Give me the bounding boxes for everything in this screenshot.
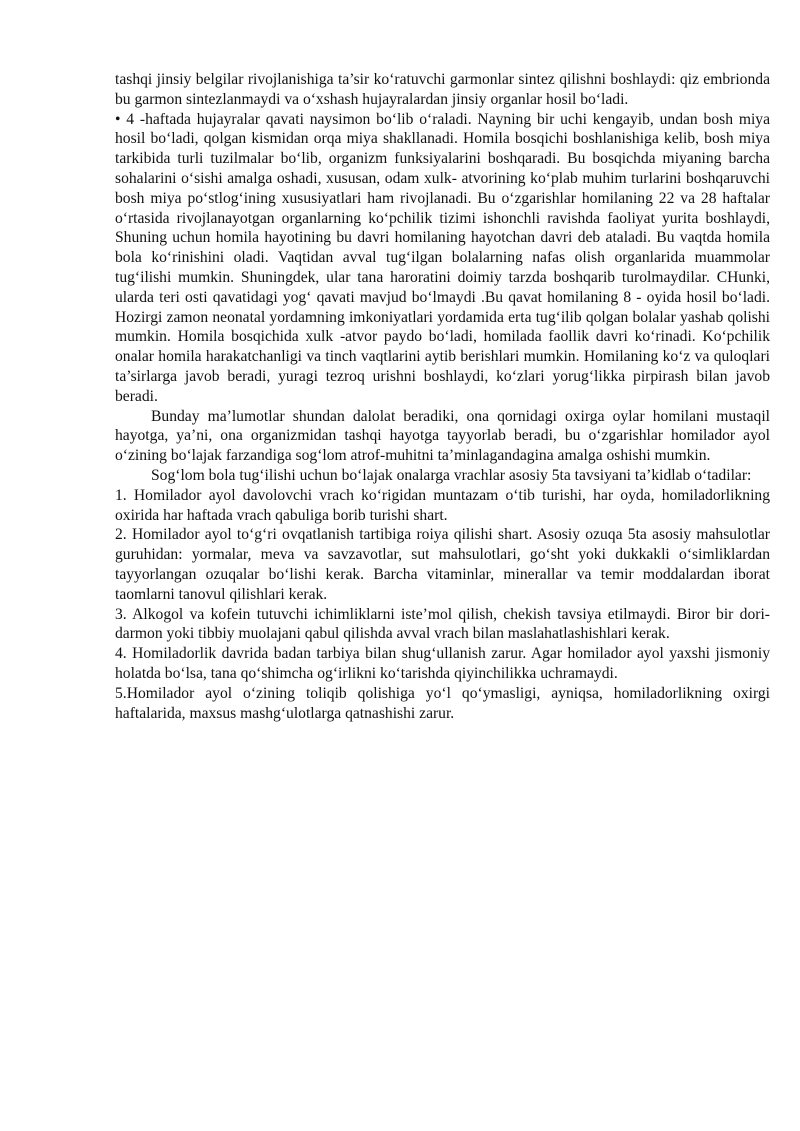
paragraph-conclusion: Bunday ma’lumotlar shundan dalolat beradiki, ona qornidagi oxirga oylar homilani mustaqil hayotga, ya’ni, ona organizmidan tashqi hayotga tayyorlab beradi, bu o‘zgarishlar homilador ayol o‘zining bo‘lajak farzandiga sog‘lom atrof-muhitni ta’minlagandagina amalga oshishi mumkin.: [115, 407, 770, 465]
paragraph-continuation: tashqi jinsiy belgilar rivojlanishiga ta’sir ko‘ratuvchi garmonlar sintez qilishni boshlaydi: qiz embrionda bu garmon sintezlanmaydi va o‘xshash hujayralardan jinsiy organlar hosil bo‘ladi.: [115, 71, 770, 108]
list-item-recommendation-5: 5.Homilador ayol o‘zining toliqib qolishiga yo‘l qo‘ymasligi, ayniqsa, homiladorlikning oxirgi haftalarida, maxsus mashg‘ulotlarga qatnashishi zarur.: [115, 684, 770, 722]
list-item-recommendation-1: 1. Homilador ayol davolovchi vrach ko‘rigidan muntazam o‘tib turishi, har oyda, homiladorlikning oxirida har haftada vrach qabuliga borib turishi shart.: [115, 486, 770, 524]
list-item-recommendation-4: 4. Homiladorlik davrida badan tarbiya bilan shug‘ullanish zarur. Agar homilador ayol yaxshi jismoniy holatda bo‘lsa, tana qo‘shimcha og‘irlikni ko‘tarishda qiyinchilikka uchramaydi.: [115, 645, 770, 682]
list-item-recommendation-2: 2. Homilador ayol to‘g‘ri ovqatlanish tartibiga roiya qilishi shart. Asosiy ozuqa 5ta asosiy mahsulotlar guruhidan: yormalar, meva va savzavotlar, sut mahsulotlari, go‘sht yoki dukkakli o‘simliklardan tayyorlangan ozuqalar bo‘lishi kerak. Barcha vitaminlar, minerallar va temir moddalardan iborat taomlarni tanovul qilishlari kerak.: [115, 526, 770, 603]
list-item-recommendation-3: 3. Alkogol va kofein tutuvchi ichimliklarni iste’mol qilish, chekish tavsiya etilmaydi. Biror bir dori-darmon yoki tibbiy muolajani qabul qilishda avval vrach bilan maslahatlashishlari kerak.: [115, 605, 770, 643]
paragraph-week-four: • 4 -haftada hujayralar qavati naysimon bo‘lib o‘raladi. Nayning bir uchi kengayib, undan bosh miya hosil bo‘ladi, qolgan kismidan orqa miya shakllanadi. Homila bosqichi boshlanishiga kelib, bosh miya tarkibida turli tuzilmalar bo‘lib, organizm funksiyalarini boshqaradi. Bu bosqichda miyaning barcha sohalarini o‘sishi amalga oshadi, xususan, odam xulk- atvorining ko‘plab muhim turlarini boshqaruvchi bosh miya po‘stlog‘ining xususiyatlari ham rivojlanadi. Bu o‘zgarishlar homilaning 22 va 28 haftalar o‘rtasida rivojlanayotgan organlarning ko‘pchilik tizimi ishonchli ravishda faoliyat yurita boshlaydi, Shuning uchun homila hayotining bu davri homilaning hayotchan davri deb ataladi. Bu vaqtda homila bola ko‘rinishini oladi. Vaqtidan avval tug‘ilgan bolalarning nafas olish organlarida muammolar tug‘ilishi mumkin. Shuningdek, ular tana haroratini doimiy tarzda boshqarib turolmaydilar. CHunki, ularda teri osti qavatidagi yog‘ qavati mavjud bo‘lmaydi .Bu qavat homilaning 8 - oyida hosil bo‘ladi. Hozirgi zamon neonatal yordamning imkoniyatlari yordamida erta tug‘ilib qolgan bolalar yashab qolishi mumkin. Homila bosqichida xulk -atvor paydo bo‘ladi, homilada faollik davri ko‘rinadi. Ko‘pchilik onalar homila harakatchanligi va tinch vaqtlarini aytib berishlari mumkin. Homilaning ko‘z va quloqlari ta’sirlarga javob beradi, yuragi tezroq urishni boshlaydi, ko‘zlari yorug‘likka pirpirash bilan javob beradi.: [115, 110, 770, 405]
document-page: [115, 70, 770, 723]
paragraph-recommendations-intro: Sog‘lom bola tug‘ilishi uchun bo‘lajak onalarga vrachlar asosiy 5ta tavsiyani ta’kidlab o‘tadilar:: [151, 466, 752, 484]
